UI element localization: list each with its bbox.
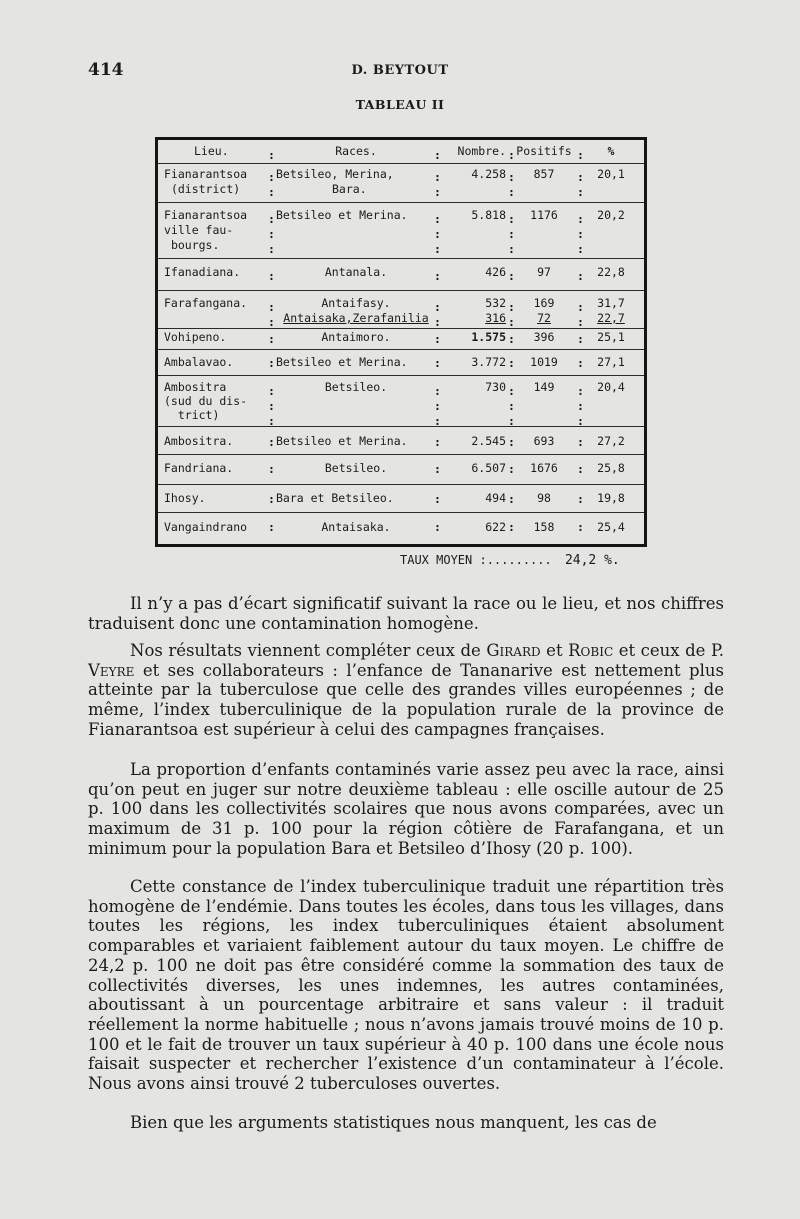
taux-moyen-label: TAUX MOYEN :......... <box>400 553 552 567</box>
paragraph-3: La proportion d’enfants contaminés varie assez peu avec la race, ainsi qu’on peut en juger sur notre deuxième tableau : elle oscille autour de 25 p. 100 dans les collectivités scolaires que nous avons comparées, avec un maximum de 31 p. 100 pour la région côtière de Farafangana, et un minimum pour la population Bara et Betsileo d’Ihosy (20 p. 100). <box>88 760 724 858</box>
column-separator-colon: : <box>577 300 584 314</box>
col-header-positifs: Positifs <box>516 144 572 158</box>
column-separator-colon: : <box>434 435 441 449</box>
taux-moyen <box>400 553 620 568</box>
cell-races: Antaimoro. <box>321 330 391 344</box>
paragraph-1: Il n’y a pas d’écart significatif suivant la race ou le lieu, et nos chiffres traduisent donc une contamination homogène. <box>88 594 724 633</box>
cell-positifs: 857 <box>533 167 555 181</box>
paragraph-5: Bien que les arguments statistiques nous manquent, les cas de <box>130 1113 657 1132</box>
column-separator-colon: : <box>268 462 275 476</box>
column-separator-colon: : <box>508 399 515 413</box>
cell-positifs: 1676 <box>530 461 558 475</box>
cell-positifs: 97 <box>537 265 551 279</box>
cell-lieu: Ihosy. <box>164 491 206 505</box>
cell-nombre: 4.258 <box>471 167 506 181</box>
column-separator-colon: : <box>434 269 441 283</box>
column-separator-colon: : <box>508 435 515 449</box>
column-separator-colon: : <box>508 148 515 162</box>
column-separator-colon: : <box>434 185 441 199</box>
column-separator-colon: : <box>577 414 584 428</box>
cell-percent: 27,2 <box>597 434 625 448</box>
column-separator-colon: : <box>577 356 584 370</box>
cell-positifs: 169 72 <box>533 296 555 325</box>
cell-lieu: Vohipeno. <box>164 330 227 344</box>
page-number: 414 <box>88 60 124 80</box>
cell-positifs: 1176 <box>530 208 558 222</box>
column-separator-colon: : <box>508 462 515 476</box>
column-separator-colon: : <box>508 170 515 184</box>
column-separator-colon: : <box>508 315 515 329</box>
column-separator-colon: : <box>268 435 275 449</box>
cell-nombre: 5.818 <box>471 208 506 222</box>
column-separator-colon: : <box>268 227 275 241</box>
column-separator-colon: : <box>434 462 441 476</box>
column-separator-colon: : <box>577 492 584 506</box>
column-separator-colon: : <box>268 384 275 398</box>
column-separator-colon: : <box>434 356 441 370</box>
column-separator-colon: : <box>434 170 441 184</box>
column-separator-colon: : <box>577 384 584 398</box>
cell-percent: 20,2 <box>597 208 625 222</box>
cell-percent: 19,8 <box>597 491 625 505</box>
column-separator-colon: : <box>508 242 515 256</box>
cell-races: Antaifasy. Antaisaka,Zerafanilia <box>283 296 429 325</box>
author-girard: Girard <box>486 641 541 660</box>
cell-lieu: Fandriana. <box>164 461 234 475</box>
column-separator-colon: : <box>434 148 441 162</box>
column-separator-colon: : <box>577 435 584 449</box>
cell-percent: 25,4 <box>597 520 625 534</box>
cell-lieu: Fianarantsoa (district) <box>164 167 248 196</box>
column-separator-colon: : <box>434 227 441 241</box>
col-header-percent: % <box>607 144 615 158</box>
column-separator-colon: : <box>434 300 441 314</box>
cell-races: Betsileo et Merina. <box>276 208 408 222</box>
cell-percent: 25,8 <box>597 461 625 475</box>
column-separators <box>158 140 644 544</box>
column-separator-colon: : <box>268 269 275 283</box>
cell-nombre: 730 <box>485 380 506 394</box>
cell-percent: 20,4 <box>597 380 625 394</box>
cell-lieu: Ifanadiana. <box>164 265 241 279</box>
cell-percent: 20,1 <box>597 167 625 181</box>
column-separator-colon: : <box>508 332 515 346</box>
column-separator-colon: : <box>268 170 275 184</box>
column-separator-colon: : <box>508 227 515 241</box>
cell-races: Betsileo. <box>324 461 388 475</box>
cell-lieu: Ambositra. <box>164 434 234 448</box>
column-separator-colon: : <box>434 399 441 413</box>
column-separator-colon: : <box>508 492 515 506</box>
cell-lieu: Fianarantsoa ville fau- bourgs. <box>164 208 248 252</box>
col-header-lieu: Lieu. <box>194 144 229 158</box>
paragraph-4: Cette constance de l’index tuberculinique traduit une répartition très homogène de l’endémie. Dans toutes les écoles, dans tous les villages, dans toutes les régions, les index tuberculiniques étaient absolument comparables et variaient faiblement autour du taux moyen. Le chiffre de 24,2 p. 100 ne doit pas être considéré comme la sommation des taux de collectivités diverses, les unes indemnes, les autres contaminées, aboutissant à un pourcentage arbitraire et sans valeur : il traduit réellement la norme habituelle ; nous n’avons jamais trouvé moins de 10 p. 100 et le fait de trouver un taux supérieur à 40 p. 100 dans une école nous faisait suspecter et rechercher l’existence d’un contaminateur à l’école. Nous avons ainsi trouvé 2 tuberculoses ouvertes. <box>88 877 724 1094</box>
cell-nombre: 494 <box>485 491 506 505</box>
cell-lieu: Ambositra (sud du dis- trict) <box>164 380 248 422</box>
cell-nombre: 426 <box>485 265 506 279</box>
column-separator-colon: : <box>268 300 275 314</box>
column-separator-colon: : <box>577 242 584 256</box>
cell-nombre: 622 <box>485 520 506 534</box>
column-separator-colon: : <box>577 227 584 241</box>
column-separator-colon: : <box>508 356 515 370</box>
column-separator-colon: : <box>268 399 275 413</box>
column-separator-colon: : <box>268 520 275 534</box>
col-header-nombre: Nombre. <box>457 144 506 158</box>
column-separator-colon: : <box>434 332 441 346</box>
column-separator-colon: : <box>508 269 515 283</box>
table-title: TABLEAU II <box>355 97 445 112</box>
cell-lieu: Farafangana. <box>164 296 248 310</box>
cell-percent: 25,1 <box>597 330 625 344</box>
cell-percent: 27,1 <box>597 355 625 369</box>
column-separator-colon: : <box>577 269 584 283</box>
cell-nombre: 1.575 <box>471 330 506 344</box>
column-separator-colon: : <box>434 242 441 256</box>
column-separator-colon: : <box>268 185 275 199</box>
column-separator-colon: : <box>577 170 584 184</box>
cell-positifs: 693 <box>533 434 555 448</box>
cell-percent: 31,7 22,7 <box>597 296 625 325</box>
column-separator-colon: : <box>577 185 584 199</box>
taux-moyen-value: 24,2 %. <box>564 553 620 568</box>
column-separator-colon: : <box>434 414 441 428</box>
column-separator-colon: : <box>508 212 515 226</box>
cell-lieu: Ambalavao. <box>164 355 234 369</box>
col-header-races: Races. <box>335 144 377 158</box>
column-separator-colon: : <box>577 212 584 226</box>
cell-nombre: 6.507 <box>471 461 506 475</box>
column-separator-colon: : <box>268 356 275 370</box>
column-separator-colon: : <box>434 384 441 398</box>
cell-positifs: 98 <box>537 491 551 505</box>
column-separator-colon: : <box>577 148 584 162</box>
column-separator-colon: : <box>508 185 515 199</box>
cell-races: Betsileo. <box>324 380 388 394</box>
column-separator-colon: : <box>434 212 441 226</box>
column-separator-colon: : <box>268 414 275 428</box>
data-table <box>155 137 647 547</box>
column-separator-colon: : <box>508 384 515 398</box>
column-separator-colon: : <box>577 399 584 413</box>
cell-positifs: 396 <box>533 330 555 344</box>
cell-lieu: Vangaindrano <box>164 520 248 534</box>
cell-races: Betsileo, Merina, Bara. <box>276 167 394 196</box>
cell-races: Antanala. <box>324 265 388 279</box>
column-separator-colon: : <box>434 520 441 534</box>
column-separator-colon: : <box>268 332 275 346</box>
column-separator-colon: : <box>268 242 275 256</box>
column-separator-colon: : <box>268 148 275 162</box>
cell-percent: 22,8 <box>597 265 625 279</box>
column-separator-colon: : <box>434 315 441 329</box>
running-head: D. BEYTOUT <box>351 63 449 78</box>
column-separator-colon: : <box>508 414 515 428</box>
column-separator-colon: : <box>268 492 275 506</box>
column-separator-colon: : <box>508 300 515 314</box>
author-robic: Robic <box>568 641 614 660</box>
cell-nombre: 2.545 <box>471 434 506 448</box>
cell-races: Antaisaka. <box>321 520 391 534</box>
cell-positifs: 1019 <box>530 355 558 369</box>
cell-nombre: 3.772 <box>471 355 506 369</box>
cell-races: Betsileo et Merina. <box>276 355 408 369</box>
column-separator-colon: : <box>577 332 584 346</box>
cell-races: Bara et Betsileo. <box>276 491 394 505</box>
cell-nombre: 532 316 <box>485 296 506 325</box>
cell-positifs: 158 <box>533 520 555 534</box>
column-separator-colon: : <box>268 212 275 226</box>
cell-races: Betsileo et Merina. <box>276 434 408 448</box>
paragraph-2: Nos résultats viennent compléter ceux de Girard et Robic et ceux de P. Veyre et ses collaborateurs : l’enfance de Tananarive est nettement plus atteinte par la tuberculose que celle des grandes villes européennes ; de même, l’index tuberculinique de la population rurale de la province de Fianarantsoa est supérieur à celui des campagnes françaises. <box>88 641 724 739</box>
column-separator-colon: : <box>508 520 515 534</box>
column-separator-colon: : <box>434 492 441 506</box>
column-separator-colon: : <box>577 462 584 476</box>
author-veyre: Veyre <box>88 660 135 680</box>
column-separator-colon: : <box>577 315 584 329</box>
column-separator-colon: : <box>268 315 275 329</box>
column-separator-colon: : <box>577 520 584 534</box>
cell-positifs: 149 <box>533 380 555 394</box>
